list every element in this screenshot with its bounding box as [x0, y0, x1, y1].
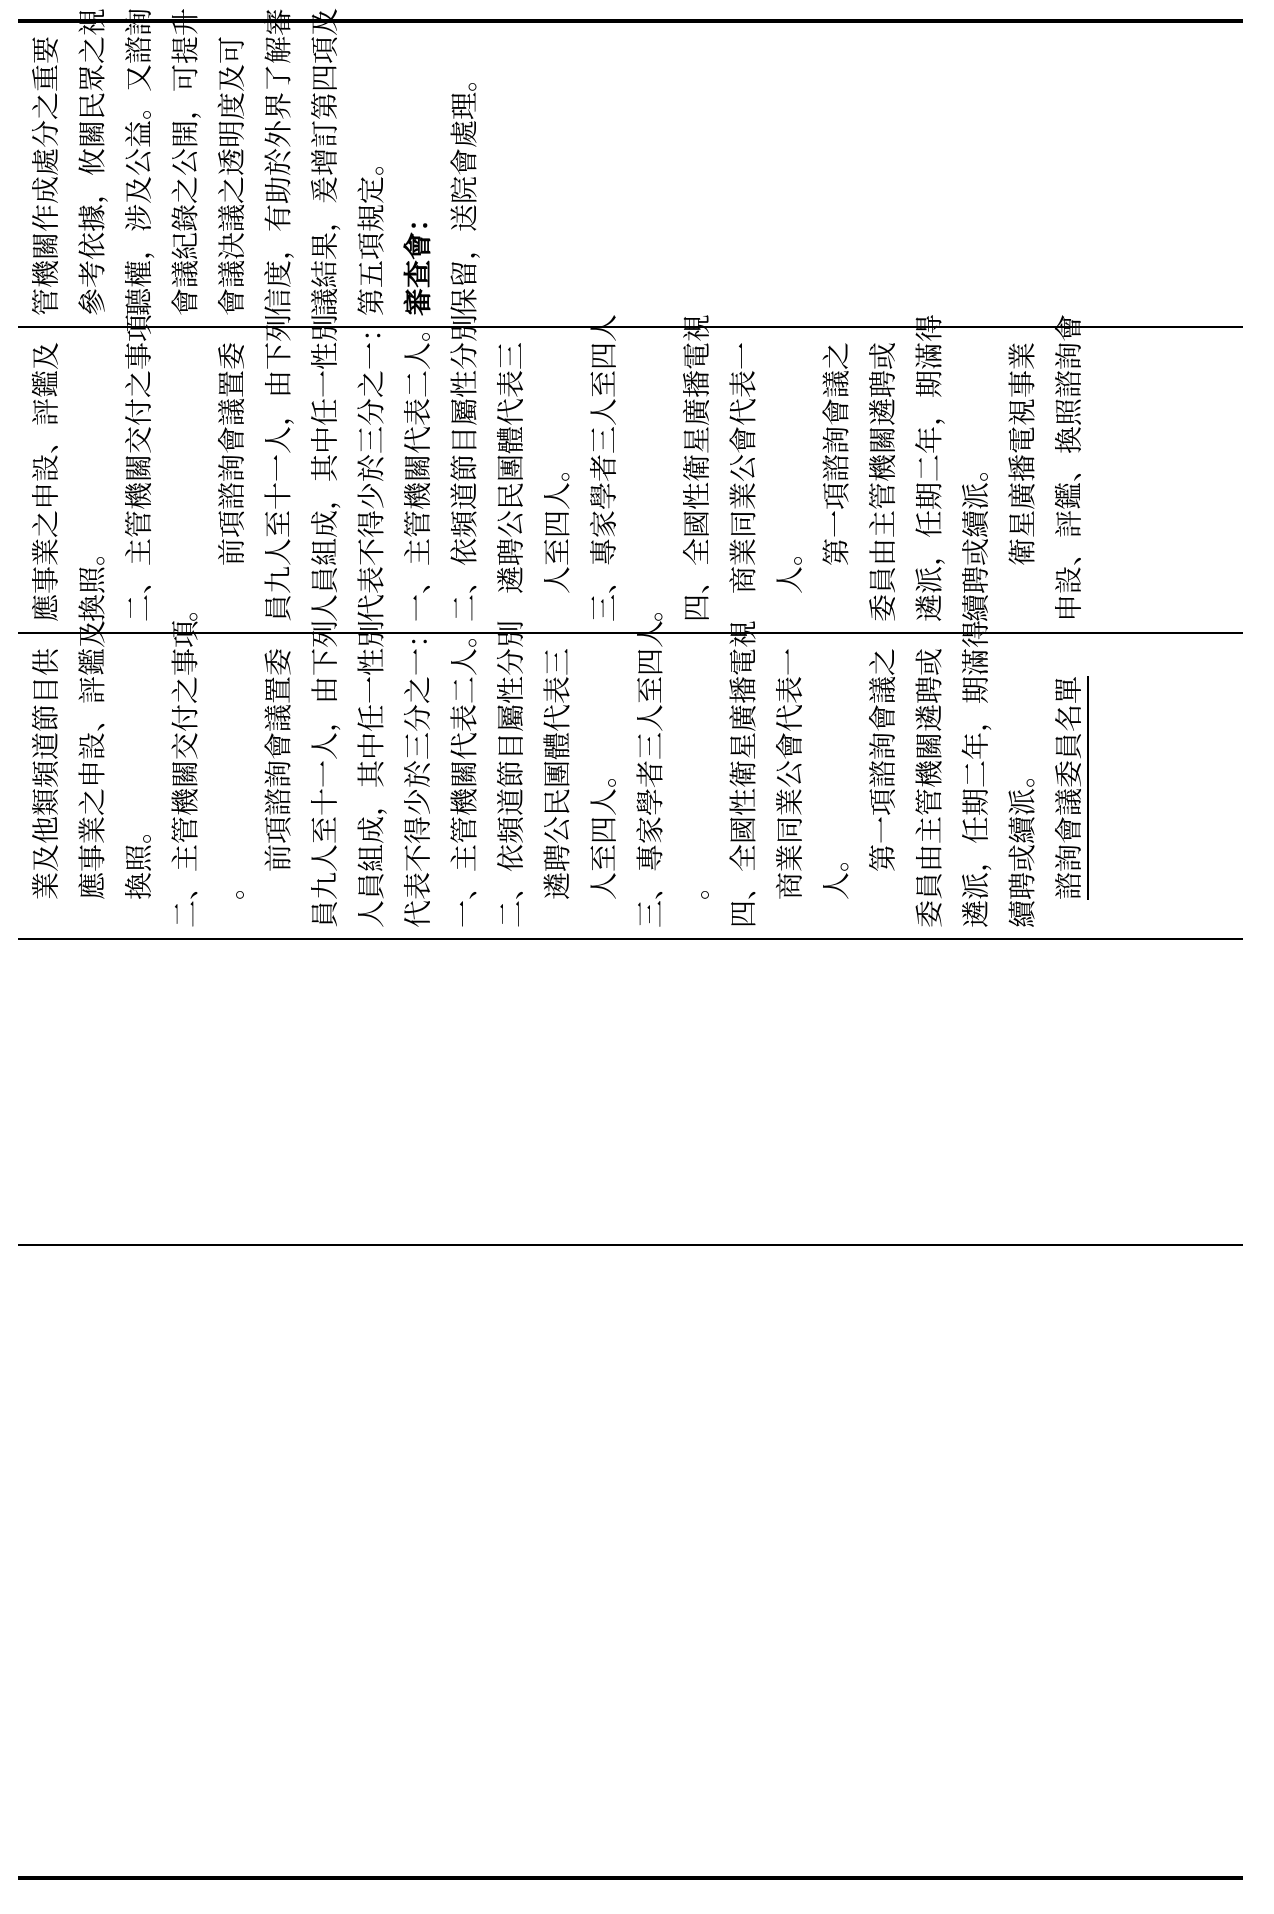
band-3-line-6: 前項諮詢會議置委	[262, 647, 295, 872]
band-2-line-17: 人。	[773, 537, 807, 594]
band-committee-version-text	[29, 313, 1235, 632]
band-2-line-1: 應事業之申設、評鑑及	[29, 341, 63, 622]
band-2-line-13: 三、專家學者三人至四人	[587, 313, 621, 622]
band-3-line-4: 二、主管機關交付之事項	[169, 619, 202, 928]
band-1-line-1: 管機關作成處分之重要	[29, 35, 63, 316]
band-2-line-23: 申設、評鑑、換照諮詢會	[1052, 313, 1086, 622]
band-2-line-9: 一、主管機關代表二人。	[401, 313, 435, 622]
band-1-line-7: 議結果，爰增訂第四項及	[308, 7, 342, 316]
band-2-line-6: 員九人至十一人，由下列	[262, 313, 295, 622]
band-2-line-8: 代表不得少於三分之一：	[355, 313, 388, 622]
band-3-line-12: 遴聘公民團體代表三	[541, 647, 574, 900]
band-2-line-14: 。	[634, 593, 667, 622]
band-1-line-8: 第五項規定。	[355, 147, 388, 316]
band-3-line-19: 第一項諮詢會議之	[866, 647, 900, 872]
band-2-line-19: 委員由主管機關遴聘或	[866, 341, 900, 622]
band-3-line-10: 一、主管機關代表二人。	[448, 619, 481, 928]
band-current-law-text	[29, 619, 1235, 938]
band-3-line-1: 業及他類頻道節目供	[29, 647, 63, 900]
band-1-line-9: 審查會：	[401, 203, 435, 316]
band-3-line-8: 人員組成，其中任一性別	[355, 619, 388, 928]
band-2-line-5: 前項諮詢會議置委	[215, 341, 249, 566]
band-proposal-explanation-text	[29, 7, 1235, 326]
band-2-line-7: 人員組成，其中任一性別	[308, 313, 342, 622]
band-3-line-9: 代表不得少於三分之一：	[401, 619, 435, 928]
band-2-line-2: 換照。	[76, 537, 109, 622]
band-3-line-2: 應事業之申設、評鑑及	[76, 619, 109, 900]
band-2-line-18: 第一項諮詢會議之	[820, 341, 853, 566]
table-bottom-rule	[18, 1876, 1243, 1880]
band-2-line-22: 衛星廣播電視事業	[1006, 341, 1039, 566]
band-3-line-18: 人。	[820, 843, 853, 900]
band-empty-5-text	[30, 1248, 1235, 1876]
band-2-line-11: 遴聘公民團體代表三	[494, 341, 528, 594]
band-3-line-7: 員九人至十一人，由下列	[308, 619, 342, 928]
band-3-line-15: 。	[680, 871, 714, 900]
band-1-line-10: 保留，送院會處理。	[448, 63, 481, 316]
row-divider-4	[18, 1244, 1243, 1246]
band-1-line-5: 會議決議之透明度及可	[215, 35, 249, 316]
band-3-line-23: 諮詢會議委員名單	[1052, 675, 1086, 900]
band-1-line-6: 信度，有助於外界了解審	[262, 7, 295, 316]
band-2-line-12: 人至四人。	[541, 453, 574, 594]
row-divider-3	[18, 938, 1243, 940]
band-empty-4	[30, 942, 1235, 1244]
band-1-line-2: 參考依據，攸關民眾之視	[76, 7, 109, 316]
band-3-line-20: 委員由主管機關遴聘或	[913, 647, 946, 928]
band-3-line-11: 二、依頻道節目屬性分別	[494, 619, 528, 928]
band-3-line-16: 四、全國性衛星廣播電視	[727, 619, 760, 928]
band-3-line-14: 三、專家學者三人至四人	[634, 619, 667, 928]
band-3-line-13: 人至四人。	[587, 759, 621, 900]
band-empty-4-text	[30, 942, 1235, 1244]
band-3-line-3: 換照。	[122, 815, 156, 900]
band-1-line-4: 會議紀錄之公開，可提升	[169, 7, 202, 316]
band-3-line-5: 。	[215, 871, 249, 900]
band-2-line-15: 四、全國性衛星廣播電視	[680, 313, 714, 622]
band-3-line-21: 遴派，任期二年，期滿得	[959, 619, 993, 928]
band-2-line-21: 續聘或續派。	[959, 453, 993, 622]
band-2-line-4: 。	[169, 593, 202, 622]
band-empty-5	[30, 1248, 1235, 1876]
band-3-line-22: 續聘或續派。	[1006, 759, 1039, 928]
band-current-law	[29, 619, 1235, 938]
band-2-line-3: 二、主管機關交付之事項	[122, 313, 156, 622]
band-proposal-explanation	[29, 7, 1235, 326]
band-3-line-17: 商業同業公會代表一	[773, 647, 807, 900]
band-2-line-20: 遴派，任期二年，期滿得	[913, 313, 946, 622]
band-1-line-3: 聽權，涉及公益。又諮詢	[122, 7, 156, 316]
band-committee-version	[29, 313, 1235, 632]
band-2-line-16: 商業同業公會代表一	[727, 341, 760, 594]
band-2-line-10: 二、依頻道節目屬性分別	[448, 313, 481, 622]
